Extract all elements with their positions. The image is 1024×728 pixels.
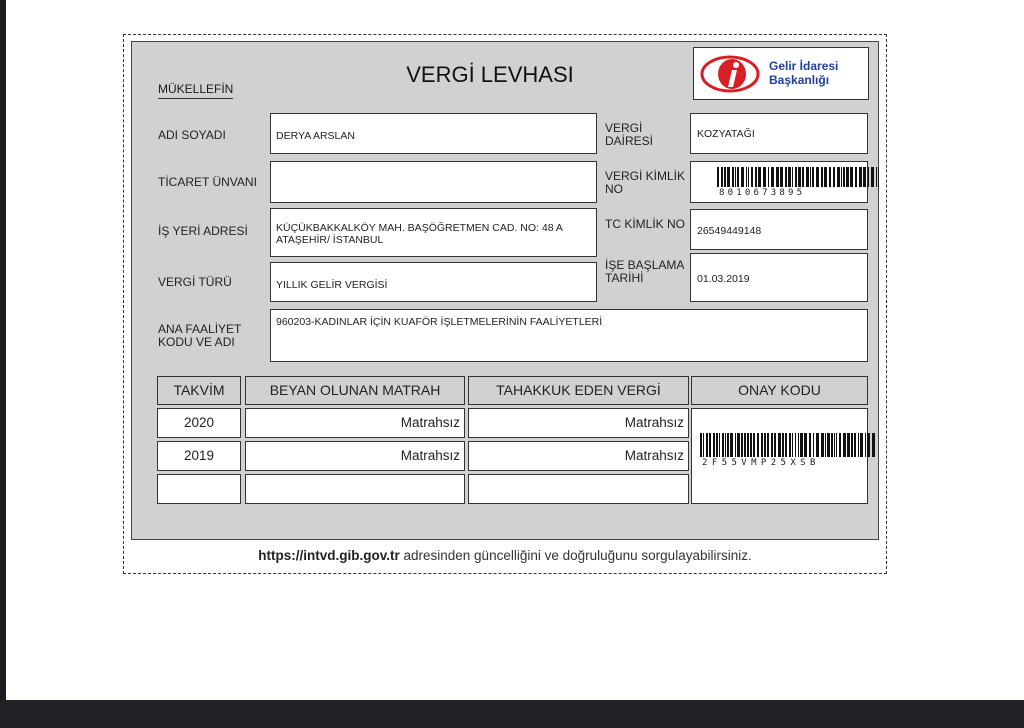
barcode-bar (780, 167, 783, 187)
barcode-bar (876, 167, 877, 187)
label-tc-kimlik-no: TC KİMLİK NO (605, 217, 686, 231)
barcode-bar (753, 433, 755, 457)
table-row-2-takvim: 2019 (157, 441, 241, 471)
label-vergi-kimlik-no-line2: NO (605, 182, 623, 196)
value-vergi-turu: YILLIK GELİR VERGİSİ (276, 279, 388, 291)
barcode-bar (810, 167, 811, 187)
barcode-bar (859, 167, 862, 187)
barcode-bar (813, 433, 814, 457)
table-row-2-matrah: Matrahsız (245, 441, 465, 471)
barcode-bar (768, 167, 769, 187)
label-vergi-kimlik-no (605, 170, 685, 196)
barcode-bar (831, 433, 833, 457)
barcode-bar (867, 433, 870, 457)
label-ise-baslama-line1: İŞE BAŞLAMA (605, 258, 685, 272)
barcode-bar (792, 167, 793, 187)
value-adi-soyadi: DERYA ARSLAN (276, 130, 355, 142)
barcode-bar (829, 167, 831, 187)
barcode-bar (795, 433, 796, 457)
field-adi-soyadi (270, 113, 597, 154)
barcode-bar (741, 433, 743, 457)
label-vergi-dairesi-line2: DAİRESİ (605, 134, 654, 148)
label-is-yeri-adresi: İŞ YERİ ADRESİ (158, 224, 248, 238)
barcode-bar (841, 167, 842, 187)
barcode-bar (782, 433, 784, 457)
logo-line1: Gelir İdaresi (769, 59, 839, 73)
barcode-bar (746, 167, 747, 187)
field-is-yeri-adresi (270, 208, 597, 257)
th-beyan-olunan-matrah: BEYAN OLUNAN MATRAH (245, 376, 465, 405)
onay-kodu-cell (691, 408, 868, 504)
barcode-bar (851, 433, 853, 457)
field-vergi-turu (270, 262, 597, 302)
barcode-bar (700, 433, 702, 457)
barcode-bar (758, 167, 761, 187)
value-onay-kodu: 2F55VMP25XSB (702, 458, 820, 468)
barcode-bar (816, 167, 819, 187)
barcode-bar (722, 433, 724, 457)
barcode-bar (735, 433, 736, 457)
barcode-bar (789, 433, 791, 457)
th-takvim: TAKVİM (157, 376, 241, 405)
barcode-bar (798, 167, 801, 187)
label-ana-faaliyet-line2: KODU VE ADI (158, 335, 235, 349)
barcode-bar (776, 167, 779, 187)
barcode-bar (821, 167, 823, 187)
barcode-bar (755, 167, 757, 187)
field-ise-baslama (690, 253, 868, 302)
logo-line2: Başkanlığı (769, 73, 830, 87)
footer-url[interactable]: https://intvd.gib.gov.tr (258, 548, 400, 563)
barcode-bar (757, 433, 759, 457)
barcode-bar (837, 167, 840, 187)
barcode-bar (732, 167, 734, 187)
value-ise-baslama: 01.03.2019 (697, 273, 750, 285)
th-onay-kodu: ONAY KODU (691, 376, 868, 405)
field-vergi-dairesi (690, 113, 868, 154)
barcode-bar (863, 167, 866, 187)
label-ise-baslama-line2: TARİHİ (605, 271, 644, 285)
page-left-edge (0, 0, 6, 700)
th-tahakkuk-eden-vergi: TAHAKKUK EDEN VERGİ (468, 376, 689, 405)
gib-logo-icon (699, 52, 765, 96)
barcode-bar (730, 433, 733, 457)
barcode-bar (751, 167, 753, 187)
barcode-bar (774, 433, 776, 457)
barcode-bar (778, 433, 781, 457)
barcode-bar (798, 433, 799, 457)
barcode-bar (713, 433, 715, 457)
barcode-bar (833, 167, 835, 187)
barcode-bar (763, 167, 766, 187)
barcode-bar (825, 433, 826, 457)
barcode-bar (804, 433, 807, 457)
barcode-bar (878, 167, 879, 187)
barcode-bar (836, 433, 837, 457)
table-row-3-matrah (245, 474, 465, 504)
barcode-bar (750, 433, 752, 457)
barcode-bar (854, 433, 856, 457)
barcode-bar (843, 167, 845, 187)
barcode-bar (816, 433, 819, 457)
table-row-3-takvim (157, 474, 241, 504)
barcode-bar (839, 433, 841, 457)
barcode-bar (735, 167, 736, 187)
barcode-bar (871, 167, 874, 187)
label-ticaret-unvani: TİCARET ÜNVANI (158, 175, 257, 189)
barcode-bar (812, 167, 814, 187)
label-vergi-dairesi (605, 122, 653, 148)
barcode-bar (727, 433, 729, 457)
barcode-bar (785, 167, 787, 187)
value-is-yeri-adresi-line1: KÜÇÜKBAKKALKÖY MAH. BAŞÖĞRETMEN CAD. NO: 48 A (276, 222, 563, 234)
onay-kodu-barcode (700, 433, 877, 457)
label-vergi-turu: VERGİ TÜRÜ (158, 275, 232, 289)
value-is-yeri-adresi-line2: ATAŞEHİR/ İSTANBUL (276, 234, 384, 246)
gib-logo-text (769, 59, 838, 87)
gib-logo (693, 47, 869, 100)
barcode-bar (727, 167, 730, 187)
value-tc-kimlik-no: 26549449148 (697, 225, 762, 237)
label-adi-soyadi: ADI SOYADI (158, 128, 226, 142)
barcode-bar (717, 167, 719, 187)
barcode-bar (771, 433, 773, 457)
barcode-bar (843, 433, 846, 457)
barcode-bar (703, 433, 704, 457)
barcode-bar (824, 167, 827, 187)
barcode-bar (809, 433, 811, 457)
barcode-bar (706, 433, 708, 457)
barcode-bar (741, 167, 744, 187)
barcode-bar (846, 167, 849, 187)
barcode-bar (764, 433, 766, 457)
barcode-bar (855, 167, 857, 187)
barcode-bar (716, 433, 718, 457)
barcode-bar (761, 433, 763, 457)
value-vergi-dairesi: KOZYATAĞI (697, 128, 755, 140)
table-row-1-matrah: Matrahsız (245, 408, 465, 438)
field-ana-faaliyet (270, 309, 868, 362)
barcode-bar (795, 167, 797, 187)
label-vergi-kimlik-no-line1: VERGİ KİMLİK (605, 169, 686, 183)
vkn-barcode (717, 167, 881, 187)
barcode-bar (771, 167, 774, 187)
barcode-bar (744, 433, 746, 457)
barcode-bar (860, 433, 863, 457)
barcode-bar (737, 167, 739, 187)
field-vergi-kimlik-no (690, 161, 868, 203)
barcode-bar (737, 433, 740, 457)
barcode-bar (747, 433, 749, 457)
barcode-bar (800, 433, 803, 457)
barcode-bar (821, 433, 824, 457)
barcode-bar (721, 167, 723, 187)
barcode-bar (725, 433, 726, 457)
table-row-2-vergi: Matrahsız (468, 441, 689, 471)
label-ana-faaliyet-line1: ANA FAALİYET (158, 322, 242, 336)
barcode-bar (827, 433, 830, 457)
table-row-1-takvim: 2020 (157, 408, 241, 438)
field-ticaret-unvani (270, 161, 597, 203)
mukellef-label: MÜKELLEFİN (158, 82, 233, 99)
barcode-bar (709, 433, 711, 457)
barcode-bar (850, 167, 853, 187)
barcode-bar (865, 433, 866, 457)
barcode-bar (847, 433, 850, 457)
barcode-bar (806, 167, 809, 187)
barcode-bar (858, 433, 859, 457)
label-vergi-dairesi-line1: VERGİ (605, 121, 643, 135)
label-ana-faaliyet (158, 323, 241, 349)
footer-note (123, 548, 887, 563)
label-ise-baslama (605, 259, 684, 285)
barcode-bar (788, 167, 791, 187)
barcode-bar (785, 433, 787, 457)
barcode-bar (792, 433, 793, 457)
table-row-3-vergi (468, 474, 689, 504)
barcode-bar (719, 433, 720, 457)
page-title: VERGİ LEVHASI (406, 62, 574, 87)
value-ana-faaliyet: 960203-KADINLAR İÇİN KUAFÖR İŞLETMELERİNİN FAALİYETLERİ (276, 316, 603, 328)
barcode-bar (868, 167, 869, 187)
barcode-bar (748, 167, 749, 187)
barcode-bar (834, 433, 835, 457)
barcode-bar (872, 433, 875, 457)
footer-text: adresinden güncelliğini ve doğruluğunu sorgulayabilirsiniz. (399, 548, 752, 563)
bottom-bar (0, 700, 1024, 728)
barcode-bar (724, 167, 726, 187)
field-tc-kimlik-no (690, 209, 868, 250)
value-vergi-kimlik-no: 8010673895 (719, 188, 806, 198)
table-row-1-vergi: Matrahsız (468, 408, 689, 438)
barcode-bar (767, 433, 769, 457)
barcode-bar (802, 167, 804, 187)
